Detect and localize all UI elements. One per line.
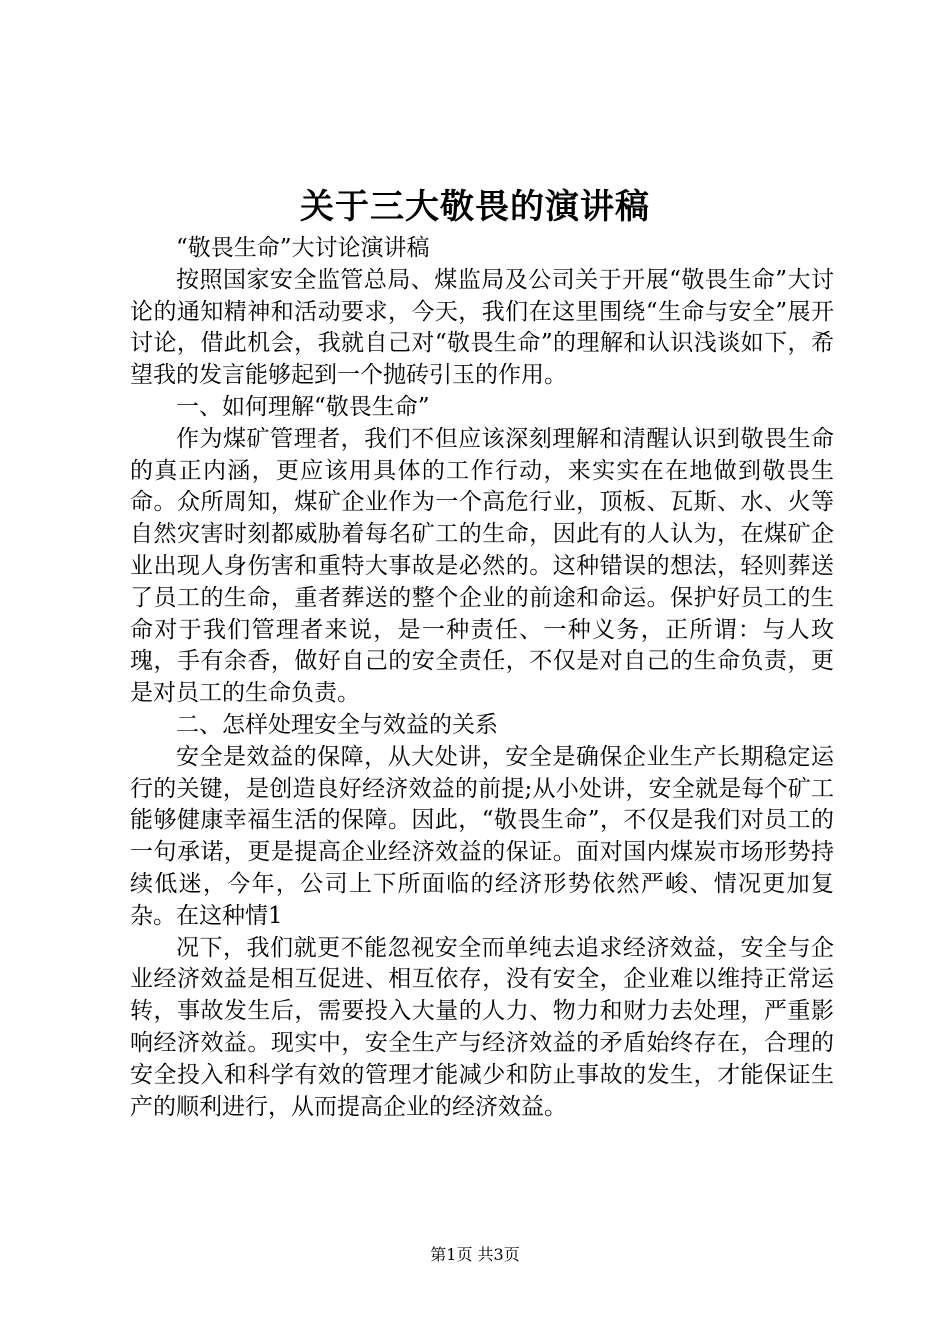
document-title: 关于三大敬畏的演讲稿 — [300, 187, 650, 227]
section-2-continued-paragraph: 况下，我们就更不能忽视安全而单纯去追求经济效益，安全与企业经济效益是相互促进、相互依存，没有安全，企业难以维持正常运转，事故发生后，需要投入大量的人力、物力和财力去处理，严重影响经济效益。现实中，安全生产与经济效益的矛盾始终存在，合理的安全投入和科学有效的管理才能减少和防止事故的发生，才能保证生产的顺利进行，从而提高企业的经济效益。 — [130, 934, 834, 1120]
section-2-paragraph: 安全是效益的保障，从大处讲，安全是确保企业生产长期稳定运行的关键，是创造良好经济效益的前提;从小处讲，安全就是每个矿工能够健康幸福生活的保障。因此，“敬畏生命”，不仅是我们对员工的一句承诺，更是提高企业经济效益的保证。面对国内煤炭市场形势持续低迷，今年，公司上下所面临的经济形势依然严峻、情况更加复杂。在这种情1 — [130, 743, 834, 929]
document-body — [130, 233, 834, 1123]
page-footer: 第1页 共3页 — [430, 1245, 520, 1264]
subtitle-paragraph: “敬畏生命”大讨论演讲稿 — [176, 235, 430, 261]
intro-paragraph: 按照国家安全监管总局、煤监局及公司关于开展“敬畏生命”大讨论的通知精神和活动要求，今天，我们在这里围绕“生命与安全”展开讨论，借此机会，我就自己对“敬畏生命”的理解和认识浅谈如下，希望我的发言能够起到一个抛砖引玉的作用。 — [130, 266, 834, 389]
section-1-paragraph: 作为煤矿管理者，我们不但应该深刻理解和清醒认识到敬畏生命的真正内涵，更应该用具体的工作行动，来实实在在地做到敬畏生命。众所周知，煤矿企业作为一个高危行业，顶板、瓦斯、水、火等自然灾害时刻都威胁着每名矿工的生命，因此有的人认为，在煤矿企业出现人身伤害和重特大事故是必然的。这种错误的想法，轻则葬送了员工的生命，重者葬送的整个企业的前途和命运。保护好员工的生命对于我们管理者来说，是一种责任、一种义务，正所谓：与人玫瑰，手有余香，做好自己的安全责任，不仅是对自己的生命负责，更是对员工的生命负责。 — [130, 425, 834, 707]
section-heading-2: 二、怎样处理安全与效益的关系 — [176, 711, 498, 738]
section-heading-1: 一、如何理解“敬畏生命” — [176, 393, 430, 420]
